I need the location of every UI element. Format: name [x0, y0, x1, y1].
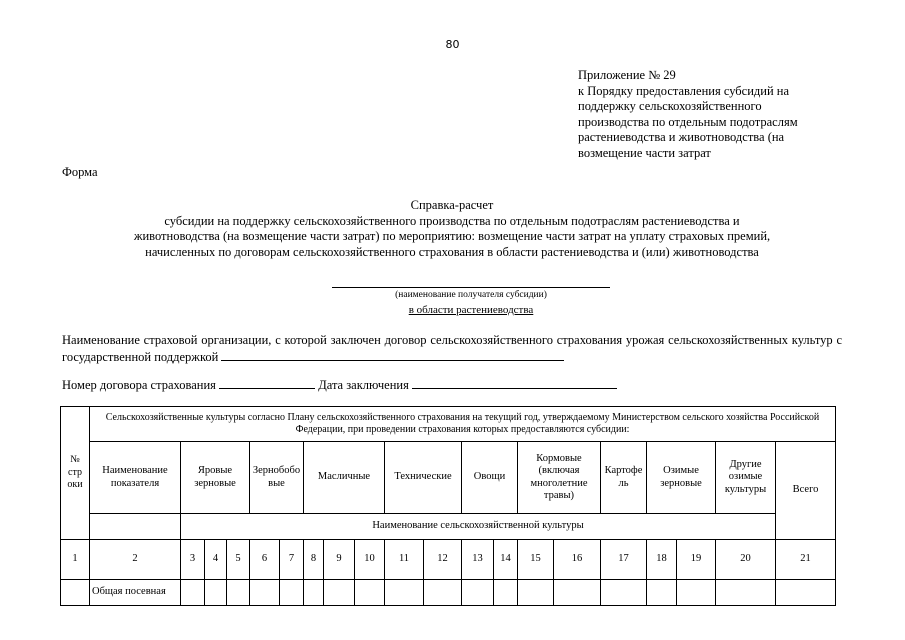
contract-number-label: Номер договора страхования — [62, 378, 216, 392]
recipient-field-line[interactable] — [332, 287, 610, 288]
contract-row — [62, 377, 617, 393]
column-number: 10 — [355, 540, 385, 580]
table-cell[interactable] — [716, 580, 776, 606]
column-number: 8 — [304, 540, 324, 580]
appendix-line: растениеводства и животноводства (на — [578, 130, 785, 144]
column-number: 17 — [601, 540, 647, 580]
table-cell[interactable] — [776, 580, 836, 606]
appendix-block — [578, 68, 848, 161]
first-row-label: Общая посевная — [90, 580, 181, 606]
table-cell[interactable] — [304, 580, 324, 606]
title-line: субсидии на поддержку сельскохозяйственного производства по отдельным подотраслям растениеводства и — [164, 213, 740, 228]
indicator-header: Наименование показателя — [90, 442, 181, 514]
indicator-header-continuation — [90, 514, 181, 540]
column-number: 3 — [181, 540, 205, 580]
group-header-potato: Картофе ль — [601, 442, 647, 514]
recipient-caption: (наименование получателя субсидии) — [395, 290, 547, 300]
column-number: 11 — [385, 540, 424, 580]
column-number: 2 — [90, 540, 181, 580]
table-cell[interactable] — [601, 580, 647, 606]
table-cell[interactable] — [385, 580, 424, 606]
column-number: 6 — [250, 540, 280, 580]
table-cell[interactable] — [355, 580, 385, 606]
contract-date-label: Дата заключения — [318, 378, 409, 392]
appendix-line: поддержку сельскохозяйственного — [578, 99, 762, 113]
table-cell[interactable] — [554, 580, 601, 606]
table-cell[interactable] — [677, 580, 716, 606]
column-number: 14 — [494, 540, 518, 580]
title-line: животноводства (на возмещение части затрат) по мероприятию: возмещение части затрат на уплату страховых премий, — [133, 229, 771, 243]
table-cell[interactable] — [518, 580, 554, 606]
appendix-title: Приложение № 29 — [578, 68, 676, 82]
column-number: 16 — [554, 540, 601, 580]
table-cell[interactable] — [181, 580, 205, 606]
table-cell[interactable] — [280, 580, 304, 606]
group-header-other-winter: Другие озимые культуры — [716, 442, 776, 514]
recipient-area: в области растениеводства — [408, 304, 534, 316]
insurer-label: Наименование страховой организации, с которой заключен договор сельскохозяйственного страхования урожая сельскохозяйственных культур с государственной поддержкой — [62, 333, 842, 364]
title-heading: Справка-расчет — [410, 198, 494, 212]
row-number-header: № стр оки — [61, 407, 90, 540]
column-number: 13 — [462, 540, 494, 580]
column-number: 18 — [647, 540, 677, 580]
calculation-table — [60, 406, 836, 606]
contract-number-field[interactable] — [219, 377, 315, 389]
group-header-oilseeds: Масличные — [304, 442, 385, 514]
column-number: 12 — [424, 540, 462, 580]
group-header-winter-grain: Озимые зерновые — [647, 442, 716, 514]
form-label: Форма — [62, 165, 98, 179]
appendix-line: к Порядку предоставления субсидий на — [578, 83, 790, 98]
table-cell[interactable] — [61, 580, 90, 606]
group-header-technical: Технические — [385, 442, 462, 514]
table-cell[interactable] — [494, 580, 518, 606]
table-cell[interactable] — [205, 580, 227, 606]
column-number: 19 — [677, 540, 716, 580]
column-number: 4 — [205, 540, 227, 580]
title-line: начисленных по договорам сельскохозяйственного страхования в области растениеводства и (или) животноводства — [145, 244, 759, 259]
column-number: 15 — [518, 540, 554, 580]
crops-header: Сельскохозяйственные культуры согласно Плану сельскохозяйственного страхования на текущий год, утверждаемому Министерством сельского хозяйства Российской Федерации, при проведении страхования которых предоставляются субсидии: — [90, 407, 836, 442]
appendix-line: производства по отдельным подотраслям — [578, 114, 798, 129]
contract-date-field[interactable] — [412, 377, 617, 389]
column-number: 21 — [776, 540, 836, 580]
appendix-line: возмещение части затрат — [578, 145, 711, 160]
group-header-fodder: Кормовые (включая многолетние травы) — [518, 442, 601, 514]
insurer-field-line[interactable] — [221, 349, 564, 361]
page-number: 80 — [445, 38, 460, 51]
table-cell[interactable] — [424, 580, 462, 606]
total-header: Всего — [776, 442, 836, 540]
column-number: 1 — [61, 540, 90, 580]
table-cell[interactable] — [250, 580, 280, 606]
insurer-paragraph — [62, 333, 842, 365]
crop-name-header: Наименование сельскохозяйственной культуры — [181, 514, 776, 540]
column-number: 7 — [280, 540, 304, 580]
column-number: 20 — [716, 540, 776, 580]
group-header-spring-grain: Яровые зерновые — [181, 442, 250, 514]
table-cell[interactable] — [227, 580, 250, 606]
document-title — [62, 198, 842, 260]
table-cell[interactable] — [462, 580, 494, 606]
group-header-legumes: Зернобобо вые — [250, 442, 304, 514]
table-cell[interactable] — [647, 580, 677, 606]
column-number: 9 — [324, 540, 355, 580]
group-header-vegetables: Овощи — [462, 442, 518, 514]
column-number: 5 — [227, 540, 250, 580]
table-cell[interactable] — [324, 580, 355, 606]
